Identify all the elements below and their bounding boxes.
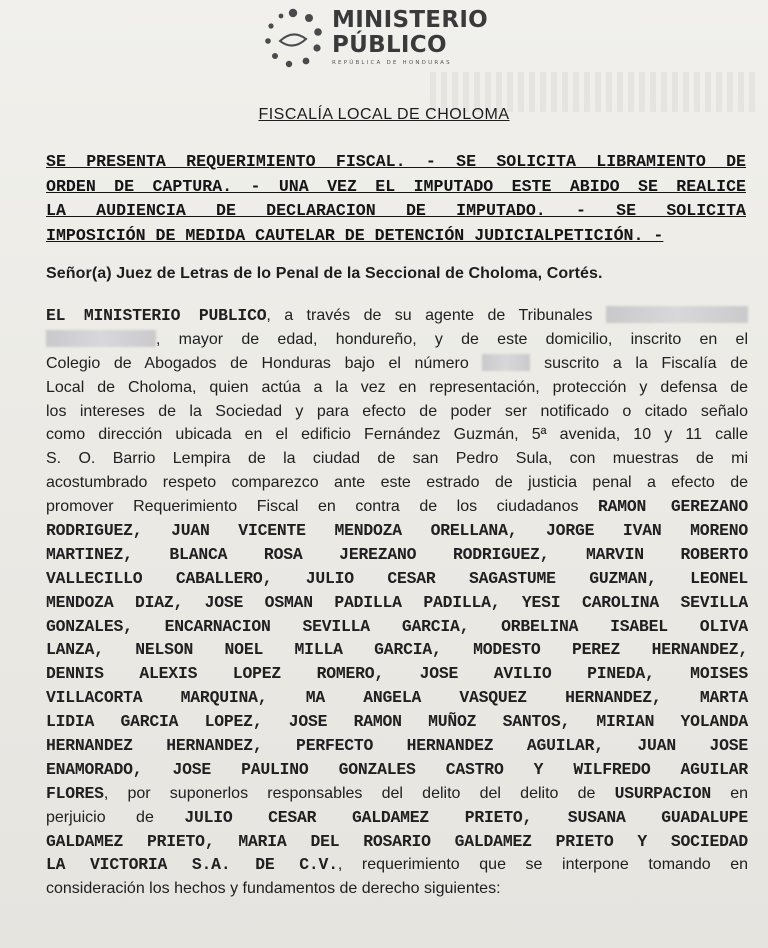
body-line (46, 782, 748, 806)
document-heading (46, 150, 746, 248)
body-line: VILLACORTA MARQUINA, MA ANGELA VASQUEZ HERNANDEZ, MARTA (46, 688, 748, 708)
body-text: suscrito a la Fiscalía de (544, 354, 748, 372)
body-text: , requerimiento que se interpone tomando en (337, 856, 748, 874)
logo-emblem-icon (262, 7, 324, 69)
addressee-line: Señor(a) Juez de Letras de lo Penal de la Seccional de Choloma, Cortés. (46, 265, 603, 282)
heading-line: LA AUDIENCIA DE DECLARACION DE IMPUTADO. - SE SOLICITA (46, 201, 746, 220)
heading-line: SE PRESENTA REQUERIMIENTO FISCAL. - SE SOLICITA LIBRAMIENTO DE (46, 152, 746, 171)
body-line: ENAMORADO, JOSE PAULINO GONZALES CASTRO Y WILFREDO AGUILAR (46, 759, 748, 779)
body-line (46, 304, 748, 328)
body-line (46, 495, 748, 519)
body-text: , mayor de edad, hondureño, y de este domicilio, inscrito en el (156, 330, 748, 348)
body-line (46, 806, 748, 830)
body-line: LIDIA GARCIA LOPEZ, JOSE RAMON MUÑOZ SANTOS, MIRIAN YOLANDA (46, 712, 748, 732)
heading-line: IMPOSICIÓN DE MEDIDA CAUTELAR DE DETENCIÓN JUDICIALPETICIÓN. - (46, 225, 664, 245)
body-line: como dirección ubicada en el edificio Fernández Guzmán, 5ª avenida, 10 y 11 calle (46, 426, 748, 444)
body-line: DENNIS ALEXIS LOPEZ ROMERO, JOSE AVILIO PINEDA, MOISES (46, 664, 748, 684)
body-line: consideración los hechos y fundamentos de derecho siguientes: (46, 880, 501, 898)
body-bold: EL MINISTERIO PUBLICO (46, 306, 267, 325)
body-line: MENDOZA DIAZ, JOSE OSMAN PADILLA PADILLA, YESI CAROLINA SEVILLA (46, 592, 748, 612)
body-line: acostumbrado respeto comparezco ante este estrado de justicia penal a efecto de (46, 474, 748, 492)
logo-title-line1: MINISTERIO (332, 7, 489, 34)
body-bold: USURPACION (614, 783, 711, 803)
body-line: GALDAMEZ PRIETO, MARIA DEL ROSARIO GALDAMEZ PRIETO Y SOCIEDAD (46, 831, 748, 851)
body-line: VALLECILLO CABALLERO, JULIO CESAR SAGASTUME GUZMAN, LEONEL (46, 568, 748, 588)
logo-subtitle: REPÚBLICA DE HONDURAS (332, 60, 452, 67)
body-text: perjuicio de (46, 808, 154, 826)
redacted-name (606, 306, 748, 323)
body-bold: FLORES (46, 783, 104, 803)
body-line: HERNANDEZ HERNANDEZ, PERFECTO HERNANDEZ AGUILAR, JUAN JOSE (46, 736, 748, 756)
heading-line: ORDEN DE CAPTURA. - UNA VEZ EL IMPUTADO ESTE ABIDO SE REALICE (46, 176, 746, 196)
ministerio-publico-logo (262, 6, 522, 70)
body-line (46, 853, 748, 877)
body-line (46, 328, 748, 352)
body-text: , a través de su agente de Tribunales (266, 307, 593, 324)
body-line: S. O. Barrio Lempira de la ciudad de san Pedro Sula, con muestras de mi (46, 450, 748, 468)
logo-title-line2: PÚBLICO (332, 32, 447, 59)
body-line: GONZALES, ENCARNACION SEVILLA GARCIA, ORBELINA ISABEL OLIVA (46, 616, 748, 636)
body-line: LANZA, NELSON NOEL MILLA GARCIA, MODESTO PEREZ HERNANDEZ, (46, 640, 748, 660)
body-line: Local de Choloma, quien actúa a la vez en representación, protección y defensa de (46, 378, 748, 396)
body-bold: LA VICTORIA S.A. DE C.V. (46, 855, 338, 875)
body-text: Colegio de Abogados de Honduras bajo el número (46, 354, 469, 372)
body-line (46, 352, 748, 376)
body-line: RODRIGUEZ, JUAN VICENTE MENDOZA ORELLANA, JORGE IVAN MORENO (46, 521, 748, 541)
document-body (46, 304, 748, 901)
office-title: FISCALÍA LOCAL DE CHOLOMA (258, 106, 510, 123)
body-text: promover Requerimiento Fiscal en contra de los ciudadanos (46, 498, 579, 516)
body-line: MARTINEZ, BLANCA ROSA JEREZANO RODRIGUEZ, MARVIN ROBERTO (46, 544, 748, 564)
body-bold: RAMON GEREZANO (598, 497, 749, 517)
body-text: , por suponerlos responsables del delito del delito de (103, 784, 596, 802)
body-line: los intereses de la Sociedad y para efecto de poder ser notificado o citado señalo (46, 402, 748, 420)
redacted-number (482, 354, 530, 371)
body-bold: JULIO CESAR GALDAMEZ PRIETO, SUSANA GUADALUPE (184, 807, 748, 827)
body-text: en (730, 784, 748, 802)
redacted-name (46, 330, 156, 347)
